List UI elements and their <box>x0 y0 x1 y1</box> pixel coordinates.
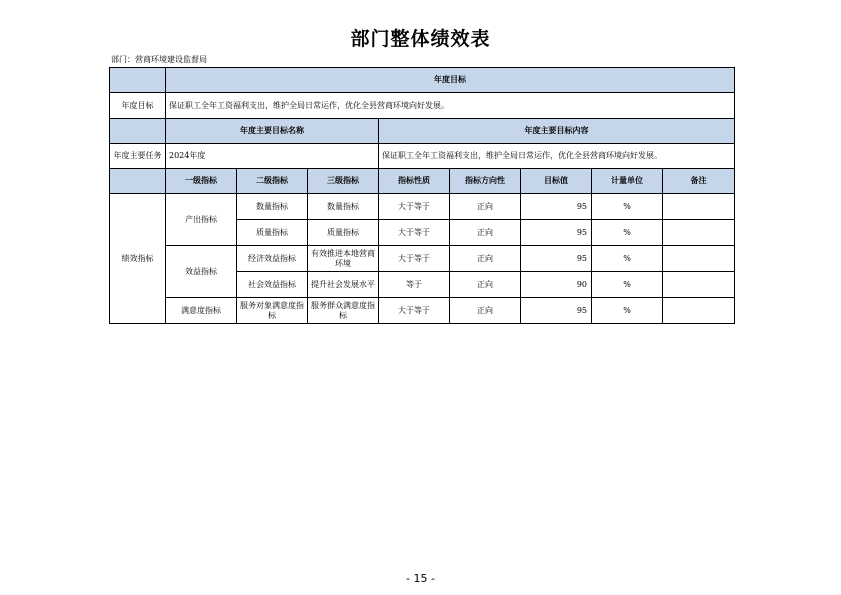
note-cell <box>663 298 735 324</box>
unit-cell: % <box>592 246 663 272</box>
level3-cell: 服务群众满意度指标 <box>308 298 379 324</box>
direction-cell: 正向 <box>450 194 521 220</box>
annual-goal-header: 年度目标 <box>166 68 735 93</box>
note-cell <box>663 246 735 272</box>
main-task-row-label: 年度主要任务 <box>110 144 166 169</box>
main-task-header-row <box>110 119 735 144</box>
main-task-name: 2024年度 <box>166 144 379 169</box>
column-header: 备注 <box>663 169 735 194</box>
column-header: 一级指标 <box>166 169 237 194</box>
target-cell: 95 <box>521 246 592 272</box>
level1-cell: 满意度指标 <box>166 298 237 324</box>
note-cell <box>663 194 735 220</box>
header-blank-cell <box>110 119 166 144</box>
unit-cell: % <box>592 194 663 220</box>
target-cell: 95 <box>521 220 592 246</box>
direction-cell: 正向 <box>450 272 521 298</box>
indicator-header-row <box>110 169 735 194</box>
table-row <box>110 194 735 220</box>
page-title: 部门整体绩效表 <box>350 28 491 50</box>
level2-cell: 质量指标 <box>237 220 308 246</box>
main-task-content: 保证职工全年工资福利支出，维护全局日常运作，优化全县营商环境向好发展。 <box>379 144 735 169</box>
level2-cell: 数量指标 <box>237 194 308 220</box>
direction-cell: 正向 <box>450 220 521 246</box>
level2-cell: 社会效益指标 <box>237 272 308 298</box>
level3-cell: 质量指标 <box>308 220 379 246</box>
header-blank-cell <box>110 169 166 194</box>
column-header: 三级指标 <box>308 169 379 194</box>
page-number: - 15 - <box>406 572 435 585</box>
main-task-content-header: 年度主要目标内容 <box>379 119 735 144</box>
annual-goal-header-row <box>110 68 735 93</box>
level2-cell: 经济效益指标 <box>237 246 308 272</box>
unit-cell: % <box>592 298 663 324</box>
level3-cell: 数量指标 <box>308 194 379 220</box>
table-row <box>110 246 735 272</box>
column-header: 指标性质 <box>379 169 450 194</box>
level1-cell: 效益指标 <box>166 246 237 298</box>
target-cell: 90 <box>521 272 592 298</box>
annual-goal-row <box>110 93 735 119</box>
direction-cell: 正向 <box>450 298 521 324</box>
column-header: 目标值 <box>521 169 592 194</box>
main-task-name-header: 年度主要目标名称 <box>166 119 379 144</box>
column-header: 指标方向性 <box>450 169 521 194</box>
unit-cell: % <box>592 272 663 298</box>
column-header: 计量单位 <box>592 169 663 194</box>
target-cell: 95 <box>521 298 592 324</box>
nature-cell: 大于等于 <box>379 246 450 272</box>
annual-goal-row-label: 年度目标 <box>110 93 166 119</box>
level2-cell: 服务对象满意度指标 <box>237 298 308 324</box>
main-task-row <box>110 144 735 169</box>
indicators-label: 绩效指标 <box>110 194 166 324</box>
level1-cell: 产出指标 <box>166 194 237 246</box>
nature-cell: 等于 <box>379 272 450 298</box>
nature-cell: 大于等于 <box>379 298 450 324</box>
level3-cell: 有效推进本地营商环境 <box>308 246 379 272</box>
column-header: 二级指标 <box>237 169 308 194</box>
target-cell: 95 <box>521 194 592 220</box>
direction-cell: 正向 <box>450 246 521 272</box>
note-cell <box>663 272 735 298</box>
nature-cell: 大于等于 <box>379 220 450 246</box>
performance-table <box>109 67 735 324</box>
note-cell <box>663 220 735 246</box>
level3-cell: 提升社会发展水平 <box>308 272 379 298</box>
department-label: 部门：营商环境建设监督局 <box>111 55 207 64</box>
header-blank-cell <box>110 68 166 93</box>
table-row <box>110 298 735 324</box>
annual-goal-text: 保证职工全年工资福利支出，维护全局日常运作，优化全县营商环境向好发展。 <box>166 93 735 119</box>
unit-cell: % <box>592 220 663 246</box>
nature-cell: 大于等于 <box>379 194 450 220</box>
